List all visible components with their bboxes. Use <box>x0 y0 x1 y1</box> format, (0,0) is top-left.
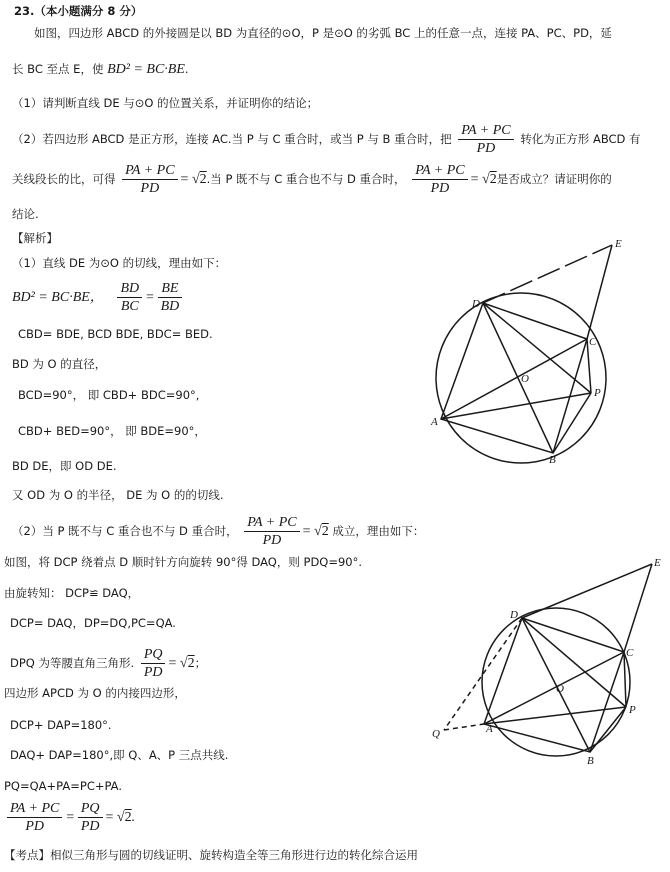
solution-line-12: DPQ 为等腰直角三角形. $\frac{PQ}{PD}$ = √2； <box>10 647 207 680</box>
solution-line-6: BD DE，即 OD DE. <box>12 459 117 473</box>
solution-line-15: DAQ+ DAP=180°,即 Q、A、P 三点共线. <box>10 748 229 762</box>
solution-line-11: DCP= DAQ，DP=DQ,PC=QA. <box>10 616 176 630</box>
solution-line-16: PQ=QA+PA=PC+PA. <box>4 779 122 793</box>
problem-stem-line1: 如图，四边形 ABCD 的外接圆是以 BD 为直径的⊙O，P 是⊙O 的劣弧 BC 上的任意一点，连接 PA、PC、PD，延 <box>34 26 612 40</box>
solution-tag: 【解析】 <box>12 231 58 245</box>
label-b: B <box>587 755 594 767</box>
question-2-line3: 结论. <box>12 207 39 221</box>
solution-line-1: （1）直线 DE 为⊙O 的切线，理由如下： <box>12 256 227 270</box>
fraction-pa-pc-pd: $\frac{PA + PC}{PD}$ <box>122 162 177 197</box>
question-2-line1: （2）若四边形 ABCD 是正方形，连接 AC.当 P 与 C 重合时，或当 P 与 B 重合时，把 $\frac{PA + PC}{PD}$ 转化为正方形 ABCD 有 <box>12 123 641 156</box>
equals-sqrt2: = √2 <box>302 524 329 539</box>
solution-line-10: 由旋转知： DCP≌ DAQ， <box>4 586 140 600</box>
solution-final-equation: $\frac{PA + PC}{PD}$ = $\frac{PQ}{PD}$ = √2. <box>4 800 135 835</box>
solution-line-2: CBD= BDE, BCD BDE, BDC= BED. <box>18 327 213 341</box>
solution-line-5: CBD+ BED=90°， 即 BDE=90°， <box>18 424 206 438</box>
label-b: B <box>549 454 556 466</box>
problem-stem-line2: 长 BC 至点 E，使 BD² = BC·BE. <box>12 62 189 77</box>
quadrilateral-abcd <box>484 618 624 752</box>
solution-line-13: 四边形 APCD 为 O 的内接四边形， <box>4 686 186 700</box>
problem-number: 23. <box>14 4 35 18</box>
solution-line-4: BCD=90°， 即 CBD+ BDC=90°, <box>18 388 200 402</box>
segment-ce <box>587 245 612 339</box>
question-2-line2: 关线段长的比，可得 $\frac{PA + PC}{PD}$ = √2.当 P 既不与 C 重合也不与 D 重合时， $\frac{PA + PC}{PD}$ = √2是否成立？请证明你的 <box>12 163 612 196</box>
solution-line-3: BD 为 O 的直径， <box>12 357 107 371</box>
fraction-pa-pc-pd: $\frac{PA + PC}{PD}$ <box>458 122 513 157</box>
solution-line-9: 如图，将 DCP 绕着点 D 顺时针方向旋转 90°得 DAQ，则 PDQ=90°. <box>4 555 363 569</box>
label-e: E <box>654 557 661 569</box>
label-p: P <box>594 387 601 399</box>
solution-equation-row: BD² = BC·BE， $\frac{BD}{BC}$ = $\frac{BE}{BD}$ <box>12 280 185 315</box>
segment-de <box>522 564 652 618</box>
question-1: （1）请判断直线 DE 与⊙O 的位置关系，并证明你的结论； <box>12 96 319 110</box>
segment-ce <box>624 564 652 652</box>
fraction-pq-pd: $\frac{PQ}{PD}$ <box>78 800 103 835</box>
geometry-figure-1 <box>425 235 650 465</box>
circle-o <box>482 608 630 756</box>
equals-sqrt2: = √2 <box>180 172 207 187</box>
label-o: O <box>521 373 529 385</box>
solution-line-7: 又 OD 为 O 的半径， DE 为 O 的的切线. <box>12 488 224 502</box>
fraction-pq-pd: $\frac{PQ}{PD}$ <box>141 646 166 681</box>
fraction-pa-pc-pd: $\frac{PA + PC}{PD}$ <box>7 800 62 835</box>
problem-points: （本小题满分 8 分） <box>34 4 143 18</box>
label-q: Q <box>432 728 440 740</box>
equals-sqrt2: = √2 <box>105 810 132 825</box>
bd2-equation: BD² = BC·BE， <box>12 290 104 305</box>
label-c: C <box>589 336 597 348</box>
kaodian-note: 【考点】相似三角形与圆的切线证明、旋转构造全等三角形进行边的转化综合运用 <box>4 848 418 862</box>
label-c: C <box>626 647 634 659</box>
equals-sqrt2: = √2 <box>168 656 195 671</box>
fraction-bd-bc: $\frac{BD}{BC}$ <box>117 280 142 315</box>
label-d: D <box>510 609 518 621</box>
geometry-figure-2 <box>430 552 661 772</box>
solution-line-8: （2）当 P 既不与 C 重合也不与 D 重合时， $\frac{PA + PC}{PD}$ = √2 成立，理由如下： <box>12 515 425 548</box>
stem-equation: BD² = BC·BE <box>107 62 185 77</box>
label-d: D <box>472 298 480 310</box>
solution-line-14: DCP+ DAP=180°. <box>10 718 112 732</box>
label-e: E <box>615 238 622 250</box>
fraction-pa-pc-pd: $\frac{PA + PC}{PD}$ <box>244 514 299 549</box>
label-a: A <box>431 416 438 428</box>
fraction-pa-pc-pd: $\frac{PA + PC}{PD}$ <box>412 162 467 197</box>
fraction-be-bd: $\frac{BE}{BD}$ <box>158 280 183 315</box>
problem-header <box>14 2 142 20</box>
segment-qa <box>444 724 484 730</box>
label-a: A <box>486 723 493 735</box>
segment-de <box>483 245 612 303</box>
quadrilateral-abcd <box>441 303 587 453</box>
label-p: P <box>629 704 636 716</box>
label-o: O <box>556 683 564 695</box>
equals-sqrt2: = √2 <box>470 172 497 187</box>
